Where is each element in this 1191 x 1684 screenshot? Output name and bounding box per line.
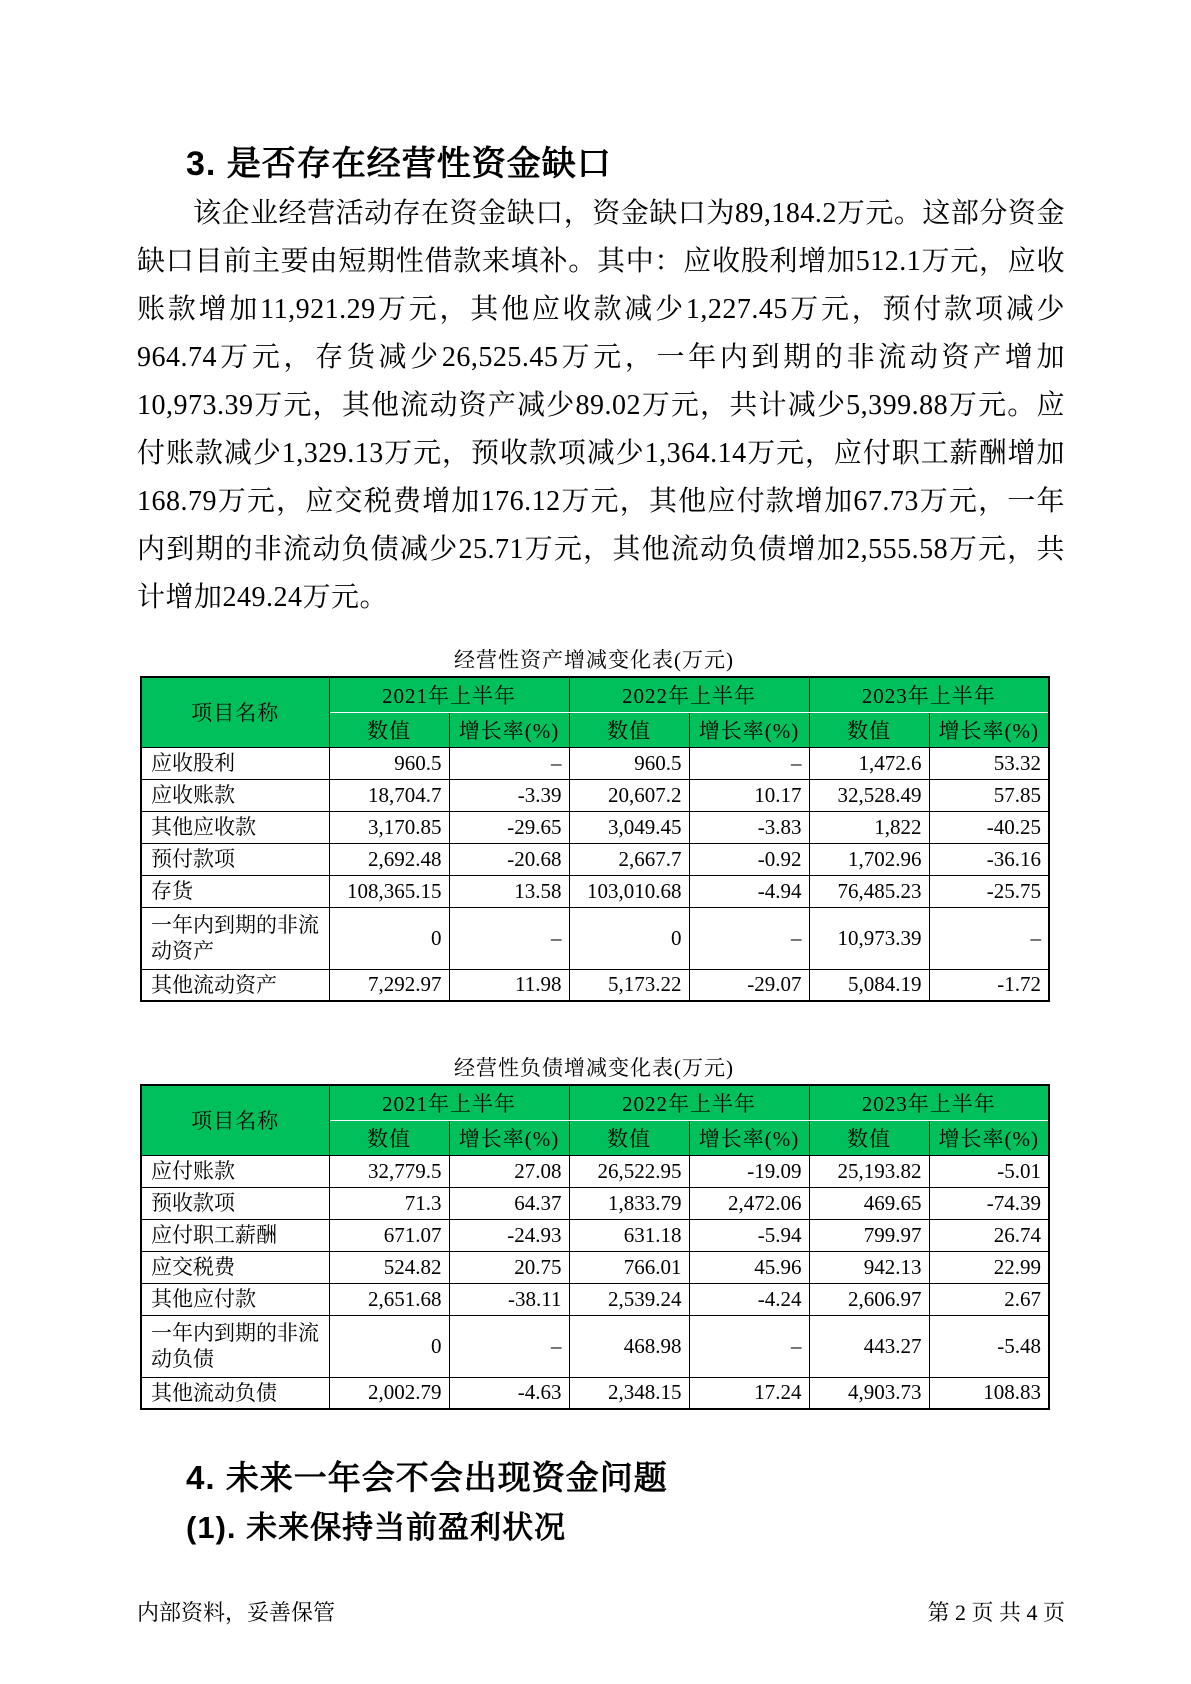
table-row (141, 1155, 1049, 1187)
growth-rate-cell: -5.48 (929, 1315, 1049, 1377)
growth-subheader: 增长率(%) (449, 712, 569, 747)
growth-rate-cell: -38.11 (449, 1283, 569, 1315)
growth-rate-cell: – (689, 907, 809, 969)
value-cell: 25,193.82 (809, 1155, 929, 1187)
growth-rate-cell: -4.63 (449, 1377, 569, 1409)
growth-rate-cell: 17.24 (689, 1377, 809, 1409)
value-cell: 3,049.45 (569, 811, 689, 843)
growth-rate-cell: 64.37 (449, 1187, 569, 1219)
liability-table-block (140, 1052, 1048, 1410)
row-item-name: 其他应付款 (141, 1283, 329, 1315)
growth-rate-cell: -4.24 (689, 1283, 809, 1315)
liability-change-table (140, 1084, 1050, 1410)
value-cell: 76,485.23 (809, 875, 929, 907)
section-4-heading: 4. 未来一年会不会出现资金问题 (186, 1459, 668, 1496)
year-header-2023: 2023年上半年 (809, 1085, 1049, 1120)
growth-rate-cell: 13.58 (449, 875, 569, 907)
value-subheader: 数值 (569, 712, 689, 747)
growth-rate-cell: -4.94 (689, 875, 809, 907)
growth-rate-cell: 2.67 (929, 1283, 1049, 1315)
value-cell: 0 (329, 907, 449, 969)
year-header-2023: 2023年上半年 (809, 677, 1049, 712)
growth-rate-cell: -5.01 (929, 1155, 1049, 1187)
table-row (141, 1315, 1049, 1377)
body-paragraph: 该企业经营活动存在资金缺口，资金缺口为89,184.2万元。这部分资金缺口目前主要由短期性借款来填补。其中：应收股利增加512.1万元，应收账款增加11,921.29万元，其他应收款减少1,227.45万元，预付款项减少964.74万元，存货减少26,525.45万元，一年内到期的非流动资产增加10,973.39万元，其他流动资产减少89.02万元，共计减少5,399.88万元。应付账款减少1,329.13万元，预收款项减少1,364.14万元，应付职工薪酬增加168.79万元，应交税费增加176.12万元，其他应付款增加67.73万元，一年内到期的非流动负债减少25.71万元，其他流动负债增加2,555.58万元，共计增加249.24万元。 (137, 198, 1065, 613)
value-cell: 1,472.6 (809, 747, 929, 779)
year-header-2022: 2022年上半年 (569, 1085, 809, 1120)
growth-rate-cell: -3.83 (689, 811, 809, 843)
row-item-name: 预付款项 (141, 843, 329, 875)
growth-rate-cell: – (449, 907, 569, 969)
growth-rate-cell: -24.93 (449, 1219, 569, 1251)
value-cell: 799.97 (809, 1219, 929, 1251)
value-cell: 32,779.5 (329, 1155, 449, 1187)
asset-table-body (141, 747, 1049, 1001)
table-row (141, 875, 1049, 907)
value-cell: 1,822 (809, 811, 929, 843)
value-cell: 4,903.73 (809, 1377, 929, 1409)
value-cell: 631.18 (569, 1219, 689, 1251)
growth-rate-cell: 2,472.06 (689, 1187, 809, 1219)
row-item-name: 应收账款 (141, 779, 329, 811)
value-cell: 32,528.49 (809, 779, 929, 811)
value-subheader: 数值 (569, 1120, 689, 1155)
value-subheader: 数值 (329, 712, 449, 747)
item-name-header: 项目名称 (141, 677, 329, 747)
table-row (141, 811, 1049, 843)
growth-subheader: 增长率(%) (449, 1120, 569, 1155)
value-cell: 960.5 (569, 747, 689, 779)
value-cell: 20,607.2 (569, 779, 689, 811)
year-header-2021: 2021年上半年 (329, 1085, 569, 1120)
growth-rate-cell: 10.17 (689, 779, 809, 811)
growth-rate-cell: -20.68 (449, 843, 569, 875)
value-cell: 960.5 (329, 747, 449, 779)
value-cell: 2,002.79 (329, 1377, 449, 1409)
value-cell: 942.13 (809, 1251, 929, 1283)
value-subheader: 数值 (809, 1120, 929, 1155)
growth-rate-cell: 45.96 (689, 1251, 809, 1283)
growth-rate-cell: -1.72 (929, 969, 1049, 1001)
row-item-name: 其他应收款 (141, 811, 329, 843)
value-cell: 103,010.68 (569, 875, 689, 907)
liability-table-header (141, 1085, 1049, 1155)
growth-rate-cell: -5.94 (689, 1219, 809, 1251)
footer-confidential-note: 内部资料，妥善保管 (137, 1600, 336, 1625)
row-item-name: 一年内到期的非流动资产 (141, 907, 329, 969)
row-item-name: 应付职工薪酬 (141, 1219, 329, 1251)
value-cell: 1,833.79 (569, 1187, 689, 1219)
page-footer (137, 1596, 1065, 1627)
table-row (141, 843, 1049, 875)
growth-rate-cell: -3.39 (449, 779, 569, 811)
growth-rate-cell: 22.99 (929, 1251, 1049, 1283)
value-cell: 0 (329, 1315, 449, 1377)
value-cell: 468.98 (569, 1315, 689, 1377)
value-cell: 524.82 (329, 1251, 449, 1283)
growth-rate-cell: 57.85 (929, 779, 1049, 811)
table-row (141, 1219, 1049, 1251)
row-item-name: 应交税费 (141, 1251, 329, 1283)
table-row (141, 1377, 1049, 1409)
value-cell: 26,522.95 (569, 1155, 689, 1187)
asset-change-table (140, 676, 1050, 1002)
asset-table-header (141, 677, 1049, 747)
value-cell: 0 (569, 907, 689, 969)
value-cell: 2,692.48 (329, 843, 449, 875)
value-cell: 3,170.85 (329, 811, 449, 843)
table-row (141, 779, 1049, 811)
value-cell: 469.65 (809, 1187, 929, 1219)
growth-rate-cell: – (689, 747, 809, 779)
growth-rate-cell: -40.25 (929, 811, 1049, 843)
value-subheader: 数值 (329, 1120, 449, 1155)
value-cell: 1,702.96 (809, 843, 929, 875)
row-item-name: 其他流动资产 (141, 969, 329, 1001)
growth-subheader: 增长率(%) (929, 712, 1049, 747)
growth-rate-cell: – (449, 747, 569, 779)
row-item-name: 其他流动负债 (141, 1377, 329, 1409)
table-row (141, 747, 1049, 779)
row-item-name: 一年内到期的非流动负债 (141, 1315, 329, 1377)
row-item-name: 存货 (141, 875, 329, 907)
growth-rate-cell: -19.09 (689, 1155, 809, 1187)
growth-rate-cell: -25.75 (929, 875, 1049, 907)
growth-subheader: 增长率(%) (689, 712, 809, 747)
table-row (141, 1251, 1049, 1283)
growth-rate-cell: – (689, 1315, 809, 1377)
growth-rate-cell: – (929, 907, 1049, 969)
section-3-heading: 3. 是否存在经营性资金缺口 (186, 145, 612, 183)
table-row (141, 969, 1049, 1001)
growth-rate-cell: 20.75 (449, 1251, 569, 1283)
value-cell: 18,704.7 (329, 779, 449, 811)
value-subheader: 数值 (809, 712, 929, 747)
value-cell: 108,365.15 (329, 875, 449, 907)
value-cell: 671.07 (329, 1219, 449, 1251)
growth-rate-cell: 26.74 (929, 1219, 1049, 1251)
value-cell: 7,292.97 (329, 969, 449, 1001)
section-4-sub1-heading: (1). 未来保持当前盈利状况 (186, 1510, 567, 1545)
growth-rate-cell: -29.07 (689, 969, 809, 1001)
row-item-name: 应付账款 (141, 1155, 329, 1187)
row-item-name: 应收股利 (141, 747, 329, 779)
value-cell: 10,973.39 (809, 907, 929, 969)
value-cell: 2,606.97 (809, 1283, 929, 1315)
value-cell: 443.27 (809, 1315, 929, 1377)
asset-table-title: 经营性资产增减变化表(万元) (454, 648, 734, 672)
year-header-2021: 2021年上半年 (329, 677, 569, 712)
value-cell: 71.3 (329, 1187, 449, 1219)
growth-rate-cell: -29.65 (449, 811, 569, 843)
growth-rate-cell: 27.08 (449, 1155, 569, 1187)
growth-subheader: 增长率(%) (929, 1120, 1049, 1155)
year-header-2022: 2022年上半年 (569, 677, 809, 712)
value-cell: 766.01 (569, 1251, 689, 1283)
value-cell: 5,173.22 (569, 969, 689, 1001)
value-cell: 2,651.68 (329, 1283, 449, 1315)
value-cell: 5,084.19 (809, 969, 929, 1001)
value-cell: 2,348.15 (569, 1377, 689, 1409)
growth-subheader: 增长率(%) (689, 1120, 809, 1155)
table-row (141, 907, 1049, 969)
growth-rate-cell: 53.32 (929, 747, 1049, 779)
growth-rate-cell: – (449, 1315, 569, 1377)
liability-table-body (141, 1155, 1049, 1409)
footer-page-number: 第 2 页 共 4 页 (927, 1600, 1065, 1625)
value-cell: 2,539.24 (569, 1283, 689, 1315)
table-row (141, 1283, 1049, 1315)
row-item-name: 预收款项 (141, 1187, 329, 1219)
growth-rate-cell: -0.92 (689, 843, 809, 875)
liability-table-title: 经营性负债增减变化表(万元) (454, 1056, 734, 1080)
value-cell: 2,667.7 (569, 843, 689, 875)
growth-rate-cell: -36.16 (929, 843, 1049, 875)
growth-rate-cell: -74.39 (929, 1187, 1049, 1219)
growth-rate-cell: 11.98 (449, 969, 569, 1001)
asset-table-block (140, 644, 1048, 1002)
table-row (141, 1187, 1049, 1219)
item-name-header: 项目名称 (141, 1085, 329, 1155)
growth-rate-cell: 108.83 (929, 1377, 1049, 1409)
